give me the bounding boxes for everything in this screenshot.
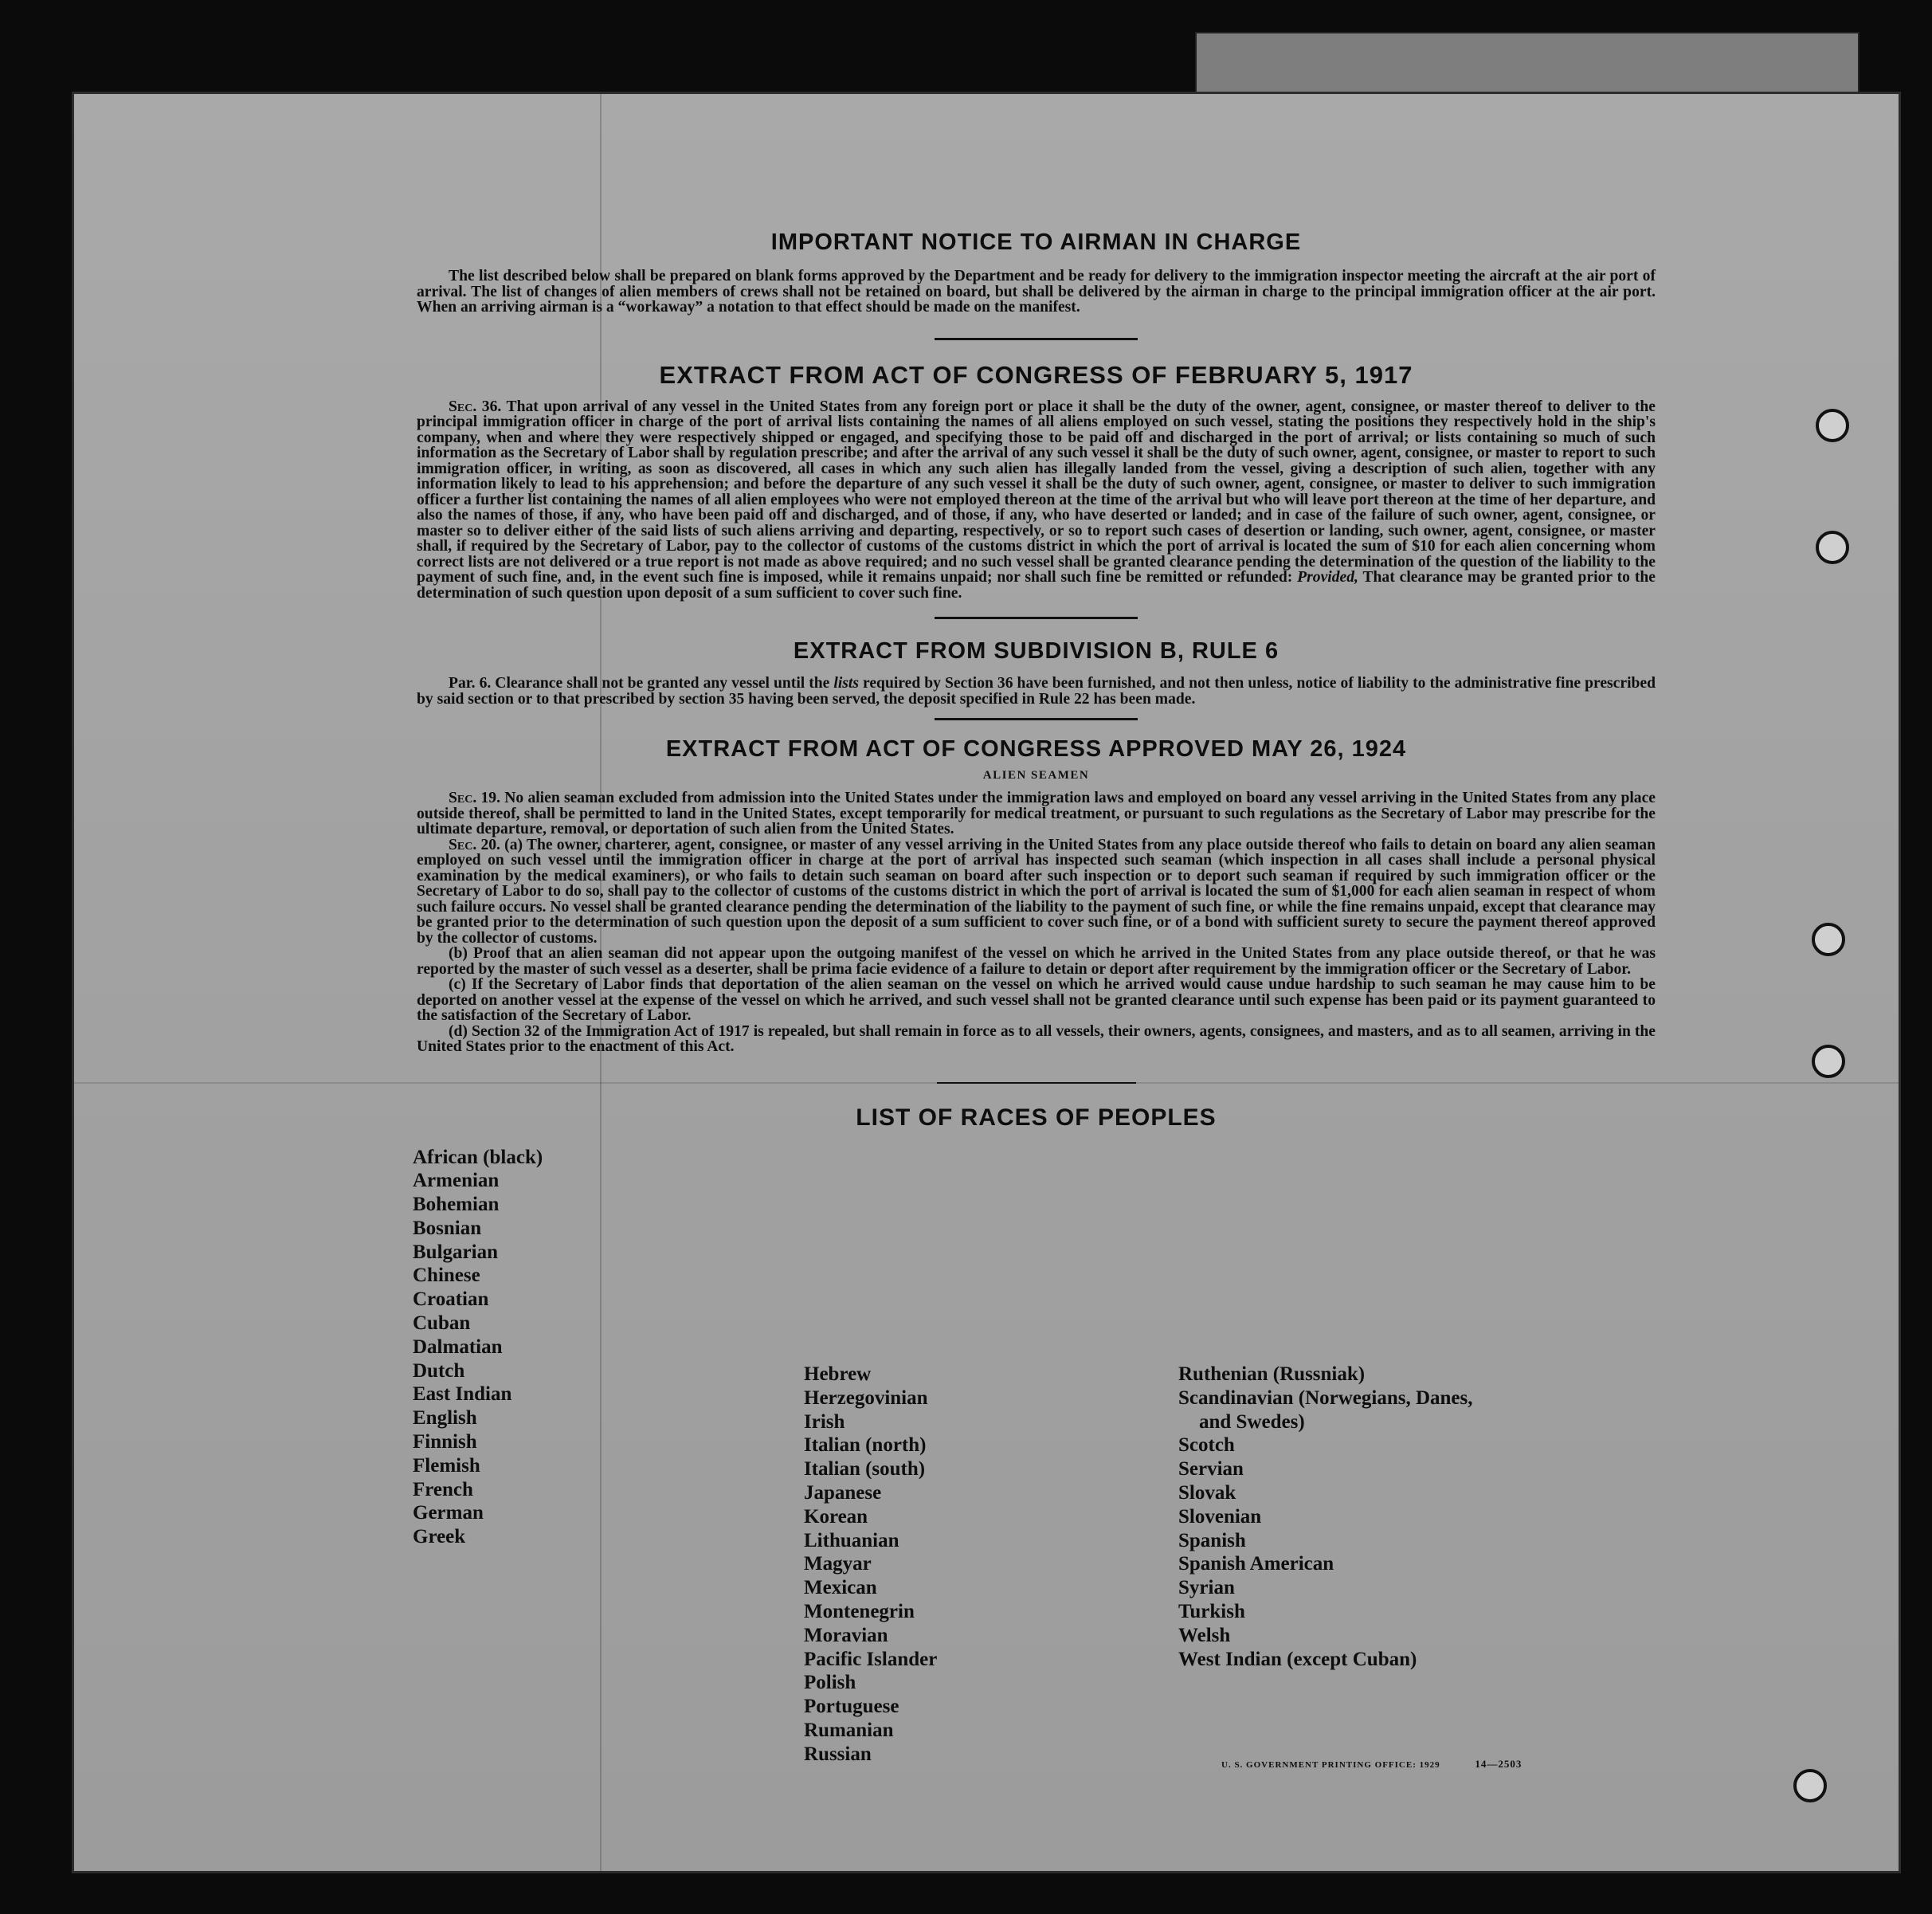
race-item: Herzegovinian xyxy=(804,1386,928,1409)
act-1924-text xyxy=(417,790,1656,1055)
act-1917-title: EXTRACT FROM ACT OF CONGRESS OF FEBRUARY 5, 1917 xyxy=(659,360,1413,389)
race-item: East Indian xyxy=(413,1383,512,1406)
main-content xyxy=(413,229,1656,1560)
race-item: Ruthenian (Russniak) xyxy=(1178,1363,1366,1385)
punch-hole xyxy=(1816,409,1849,442)
race-item: Pacific Islander xyxy=(804,1648,938,1670)
race-item: Spanish xyxy=(1178,1529,1246,1551)
sec19-label: Sec. 19. xyxy=(449,790,500,806)
races-column-3 xyxy=(1178,1363,1473,1671)
race-item: Lithuanian xyxy=(804,1529,899,1551)
sec20d-paragraph: (d) Section 32 of the Immigration Act of 1917 is repealed, but shall remain in force as to all vessels, their owners, agents, consignees, and masters, and as to all seamen, arriving in the United States prior to the enactment of this Act. xyxy=(417,1022,1656,1055)
rule6-text xyxy=(417,676,1656,707)
race-item: Welsh xyxy=(1178,1624,1231,1646)
races-column-2 xyxy=(804,1363,937,1767)
race-item: Flemish xyxy=(413,1454,480,1477)
lists-word: lists xyxy=(833,675,859,692)
sec20-label: Sec. 20. xyxy=(449,836,500,853)
punch-hole xyxy=(1812,1045,1845,1078)
race-item: Portuguese xyxy=(804,1696,899,1718)
divider xyxy=(935,338,1138,340)
race-item: Syrian xyxy=(1178,1577,1235,1599)
sec36-text-end: That clearance may be granted prior to the determination of such question upon deposit of a sum sufficient to cover such fine. xyxy=(417,569,1656,602)
race-item: West Indian (except Cuban) xyxy=(1178,1648,1417,1670)
race-item: Servian xyxy=(1178,1458,1244,1481)
sec19-text: No alien seaman excluded from admission into the United States under the immigration laws and employed on board any vessel arriving in the United States from any place outside thereof, shall be permitted to land in the United States, except temporarily for medical treatment, or pursuant to such regulations as the Secretary of Labor may prescribe for the ultimate departure, removal, or deportation of such alien from the United States. xyxy=(417,790,1656,837)
divider xyxy=(935,617,1138,619)
notice-title: IMPORTANT NOTICE TO AIRMAN IN CHARGE xyxy=(770,229,1302,255)
race-item: Bulgarian xyxy=(413,1241,498,1263)
race-item: Slovak xyxy=(1178,1481,1236,1504)
race-item: Greek xyxy=(413,1526,466,1548)
race-item: Moravian xyxy=(804,1624,888,1646)
race-item: Mexican xyxy=(804,1577,877,1599)
race-item: Irish xyxy=(804,1410,845,1433)
sec20a-text: (a) The owner, charterer, agent, consignee, or master of any vessel arriving in the United States from any place outside thereof who fails to detain on board any alien seaman employed on such vessel until the immigration officer in charge at the port of arrival has inspected such seaman (which inspection in all cases shall include a personal physical examination by the medical examiners), or who fails to detain such seaman on board after such inspection or to deport such seaman if required by such immigration officer or the Secretary of Labor to do so, shall pay to the collector of customs of the customs district in which the port of arrival is located the sum of $1,000 for each alien seaman in respect of whom such failure occurs. No vessel shall be granted clearance pending the determination of the liability to the payment of such fine, or while the fine remains unpaid, except that clearance may be granted prior to the determination of such question upon the deposit of a sum sufficient to cover such fine, or of a bond with sufficient surety to secure the payment thereof approved by the collector of customs. xyxy=(417,836,1656,947)
race-item: Hebrew xyxy=(804,1363,872,1385)
sec19-paragraph xyxy=(417,790,1656,837)
divider xyxy=(937,1082,1136,1084)
notice-text xyxy=(417,269,1656,316)
races-title: LIST OF RACES OF PEOPLES xyxy=(856,1104,1217,1131)
race-item: Scotch xyxy=(1178,1434,1235,1457)
race-item: French xyxy=(413,1478,473,1500)
race-item: Finnish xyxy=(413,1431,477,1453)
alien-seamen-subtitle: ALIEN SEAMEN xyxy=(982,769,1090,782)
race-item: Japanese xyxy=(804,1481,882,1504)
race-item: Polish xyxy=(804,1672,856,1694)
race-item: Spanish American xyxy=(1178,1553,1334,1575)
race-item: Italian (south) xyxy=(804,1458,926,1481)
races-column-1 xyxy=(413,1146,543,1550)
sec20b-paragraph: (b) Proof that an alien seaman did not appear upon the outgoing manifest of the vessel on which he arrived in the United States from any place outside thereof, or that he was reported by the master of such vessel as a deserter, shall be prima facie evidence of a failure to detain or deport after requirement by the immigration officer or the Secretary of Labor. xyxy=(417,945,1656,978)
notice-paragraph: The list described below shall be prepared on blank forms approved by the Department and be ready for delivery to the immigration inspector meeting the aircraft at the air port of arrival. The list of changes of alien members of crews shall not be retained on board, but shall be delivered by the airman in charge to the principal immigration officer at the air port. When an arriving airman is a “workaway” a notation to that effect should be made on the manifest. xyxy=(417,268,1656,316)
act-1917-text xyxy=(417,399,1656,602)
divider xyxy=(935,718,1138,720)
printer-footer xyxy=(1221,1758,1522,1771)
race-item: Rumanian xyxy=(804,1719,894,1741)
sec36-paragraph xyxy=(417,399,1656,602)
punch-hole xyxy=(1812,923,1845,956)
race-item: Bohemian xyxy=(413,1194,500,1216)
punch-hole xyxy=(1793,1769,1827,1802)
race-item: Bosnian xyxy=(413,1217,482,1239)
sec36-label: Sec. 36. xyxy=(449,398,502,415)
printer-imprint: U. S. GOVERNMENT PRINTING OFFICE: 1929 xyxy=(1221,1760,1440,1770)
form-number: 14—2503 xyxy=(1475,1758,1522,1770)
race-item: Croatian xyxy=(413,1288,489,1311)
race-item: African (black) xyxy=(413,1146,543,1168)
race-item: Turkish xyxy=(1178,1600,1245,1622)
rule6-text-b: required by Section 36 have been furnished, and not then unless, notice of liability to the administrative fine prescribed by said section or to that prescribed by section 35 having been served, the deposit specified in Rule 22 has been made. xyxy=(417,675,1656,708)
race-item: German xyxy=(413,1502,484,1524)
race-item: Dalmatian xyxy=(413,1335,503,1358)
sec20c-paragraph: (c) If the Secretary of Labor finds that deportation of the alien seaman on the vessel on which he arrived would cause undue hardship to such seaman he may cause him to be deported on another vessel at the expense of the vessel on which he arrived, and such vessel shall not be granted clearance until such expense has been paid or its payment guaranteed to the satisfaction of the Secretary of Labor. xyxy=(417,976,1656,1024)
document-page xyxy=(72,92,1901,1873)
punch-hole xyxy=(1816,531,1849,564)
race-item: Italian (north) xyxy=(804,1434,927,1457)
sec20a-paragraph xyxy=(417,837,1656,947)
provided-word: Provided, xyxy=(1297,569,1358,586)
race-item: Korean xyxy=(804,1505,868,1528)
rule6-paragraph xyxy=(417,676,1656,707)
race-item: Armenian xyxy=(413,1170,500,1192)
race-item: Montenegrin xyxy=(804,1600,915,1622)
race-item: Dutch xyxy=(413,1359,465,1382)
race-item: Slovenian xyxy=(1178,1505,1262,1528)
race-item: Chinese xyxy=(413,1265,480,1287)
race-item: Scandinavian (Norwegians, Danes, xyxy=(1178,1386,1473,1409)
race-item: English xyxy=(413,1407,477,1430)
act-1924-title: EXTRACT FROM ACT OF CONGRESS APPROVED MAY 26, 1924 xyxy=(665,736,1407,762)
race-item: Magyar xyxy=(804,1553,872,1575)
sec36-text: That upon arrival of any vessel in the United States from any foreign port or place it shall be the duty of the owner, agent, consignee, or master thereof to deliver to the principal immigration officer in charge of the port of arrival lists containing the names of all aliens employed on such vessel, stating the positions they respectively hold in the ship's company, when and where they were respectively shipped or engaged, and specifying those to be paid off and discharged in the port of arrival; or lists containing so much of such information as the Secretary of Labor shall by regulation prescribe; and after the arrival of any such vessel it shall be the duty of such owner, agent, consignee, or master to report to such immigration officer, in writing, as soon as discovered, all cases in which any such alien has illegally landed from the vessel, giving a description of such alien, together with any information likely to lead to his apprehension; and before the departure of any such vessel it shall be the duty of such owner, agent, consignee, or master to deliver to such immigration officer a further list containing the names of all alien employees who were not employed thereon at the time of the arrival but who will leave port thereon at the time of her departure, and also the names of those, if any, who have been paid off and discharged, and of those, if any, who have deserted or landed; and in case of the failure of such owner, agent, consignee, or master so to deliver either of the said lists of such aliens arriving and departing, respectively, or so to report such cases of desertion or landing, such owner, agent, consignee, or master shall, if required by the Secretary of Labor, pay to the collector of customs of the customs district in which the port of arrival is located the sum of $10 for each alien concerning whom correct lists are not delivered or a true report is not made as above required; and no such vessel shall be granted clearance pending the determination of the question of the liability to the payment of such fine, and, in the event such fine is imposed, while it remains unpaid; nor shall such fine be remitted or refunded: xyxy=(417,398,1656,586)
race-item: Cuban xyxy=(413,1312,471,1335)
rule6-text-a: Par. 6. Clearance shall not be granted any vessel until the xyxy=(449,675,830,692)
rule6-title: EXTRACT FROM SUBDIVISION B, RULE 6 xyxy=(793,638,1280,664)
race-item: Russian xyxy=(804,1743,872,1765)
race-item: and Swedes) xyxy=(1199,1410,1305,1433)
